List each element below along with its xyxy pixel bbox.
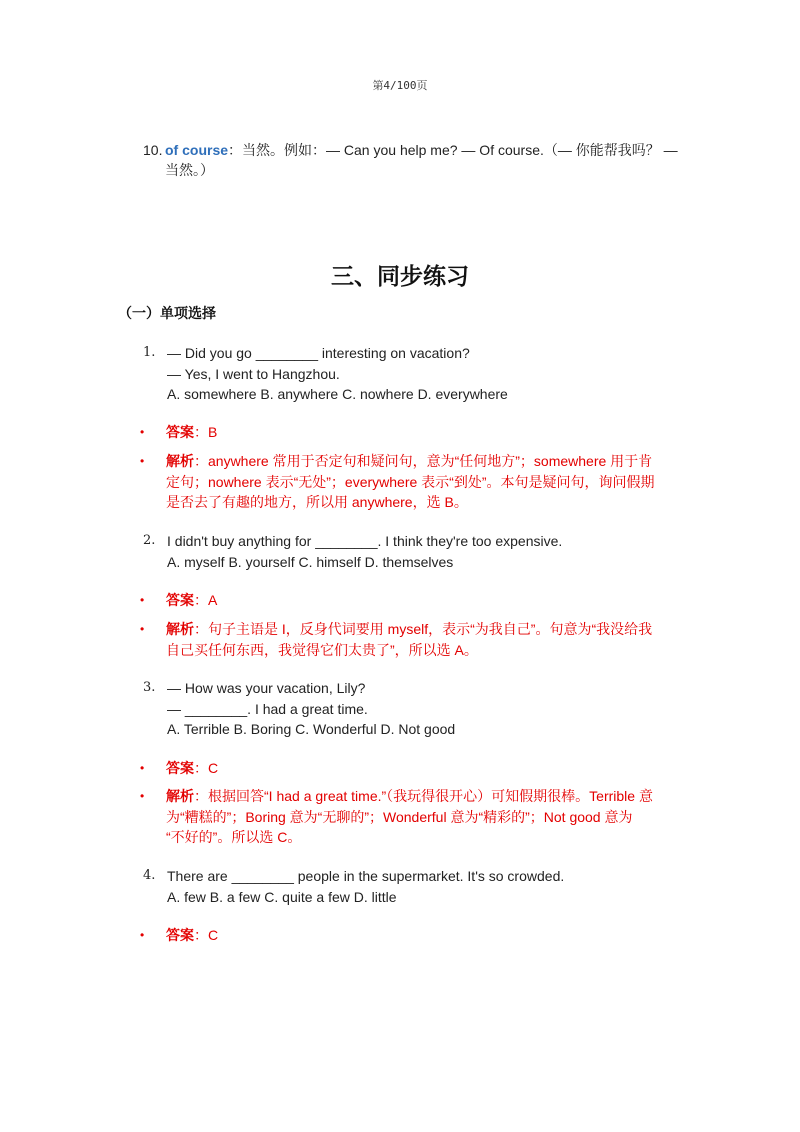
answer-item-1 [140, 422, 688, 443]
bullet-icon: • [140, 593, 145, 607]
analysis-text: 自己买任何东西，我觉得它们太贵了”，所以选 A。 [166, 641, 478, 658]
question-line: I didn't buy anything for ________. I think they're too expensive. [167, 533, 563, 549]
answer-label: 答案 [166, 424, 194, 440]
vocab-definition-cont: 当然。） [165, 162, 214, 178]
question-1 [143, 343, 688, 405]
answer-value: ：B [194, 424, 218, 440]
subsection-title: （一）单项选择 [118, 306, 216, 322]
analysis-text: 定句；nowhere 表示“无处”；everywhere 表示“到处”。本句是疑问句，询问假期 [166, 473, 655, 490]
analysis-label: 解析 [166, 788, 194, 804]
analysis-text: ：根据回答“I had a great time.”（我玩得很开心）可知假期很棒。Terrible 意 [194, 788, 653, 804]
question-options: A. somewhere B. anywhere C. nowhere D. everywhere [167, 386, 508, 402]
vocab-term: of course [165, 142, 229, 158]
question-line: — Did you go ________ interesting on vacation? [167, 345, 470, 361]
bullet-icon: • [140, 761, 145, 775]
question-options: A. myself B. yourself C. himself D. themselves [167, 553, 454, 570]
question-line: — ________. I had a great time. [167, 700, 368, 717]
question-number: 3. [143, 680, 156, 695]
analysis-text: 为“糟糕的”；Boring 意为“无聊的”；Wonderful 意为“精彩的”；Not good 意为 [166, 808, 633, 825]
answer-label: 答案 [166, 760, 194, 776]
analysis-item-3 [140, 786, 688, 848]
analysis-text: ：句子主语是 I，反身代词要用 myself，表示“为我自己”。句意为“我没给我 [194, 621, 653, 637]
section-title: 三、同步练习 [331, 264, 469, 290]
answer-value: ：A [194, 592, 218, 608]
analysis-item-1 [140, 451, 688, 513]
question-number: 1. [143, 345, 156, 360]
answer-label: 答案 [166, 927, 194, 943]
analysis-text: ：anywhere 常用于否定句和疑问句，意为“任何地方”；somewhere 用于肯 [194, 453, 653, 469]
answer-item-2 [140, 590, 688, 611]
analysis-text: 是否去了有趣的地方，所以用 anywhere，选 B。 [166, 494, 468, 510]
question-options: A. few B. a few C. quite a few D. little [167, 888, 397, 905]
analysis-label: 解析 [166, 621, 194, 637]
question-line: — Yes, I went to Hangzhou. [167, 365, 340, 382]
question-4 [143, 866, 688, 907]
bullet-icon: • [140, 928, 145, 942]
question-2 [143, 531, 688, 572]
analysis-text: “不好的”。所以选 C。 [166, 829, 302, 845]
answer-item-3 [140, 758, 688, 779]
vocab-definition: ：当然。例如：— Can you help me? — Of course.（— 你能帮我吗？ — [228, 142, 678, 158]
analysis-item-2 [140, 619, 688, 660]
answer-value: ：C [194, 760, 219, 776]
question-number: 2. [143, 533, 156, 548]
vocab-item [143, 140, 688, 180]
answer-item-4 [140, 925, 688, 946]
bullet-icon: • [140, 789, 145, 803]
question-options: A. Terrible B. Boring C. Wonderful D. Not good [167, 721, 456, 737]
question-line: There are ________ people in the supermarket. It's so crowded. [167, 868, 565, 884]
vocab-number: 10. [143, 142, 163, 158]
question-line: — How was your vacation, Lily? [167, 680, 366, 696]
bullet-icon: • [140, 622, 145, 636]
question-3 [143, 678, 688, 740]
question-number: 4. [143, 868, 156, 883]
answer-label: 答案 [166, 592, 194, 608]
bullet-icon: • [140, 454, 145, 468]
bullet-icon: • [140, 425, 145, 439]
page-number: 第4/100页 [372, 79, 428, 92]
analysis-label: 解析 [166, 453, 194, 469]
answer-value: ：C [194, 927, 219, 943]
